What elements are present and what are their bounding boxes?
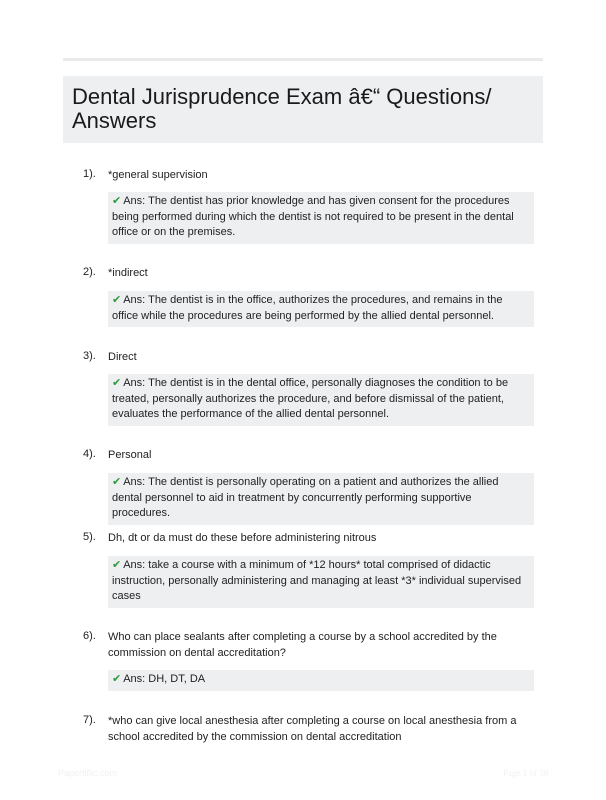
answer-text: The dentist is in the dental office, personally diagnoses the condition to be treated, personally authorizes the procedure, and before dismissal of the patient, evaluates the performance of the allied dental personnel.: [112, 377, 509, 420]
page-number: Page 1 of 38: [503, 768, 549, 778]
answer-box: [108, 670, 534, 691]
answer-prefix: Ans:: [123, 195, 146, 207]
checkmark-icon: ✔: [112, 377, 122, 389]
answer-box: [108, 556, 534, 608]
page-title: Dental Jurisprudence Exam â€“ Questions/ Answers: [72, 84, 492, 133]
answer-prefix: Ans:: [123, 673, 146, 685]
question-number: 2).: [83, 266, 96, 278]
question-number: 5).: [83, 531, 96, 543]
checkmark-icon: ✔: [112, 673, 122, 685]
question-text: *indirect: [108, 267, 148, 279]
question-number: 6).: [83, 630, 96, 642]
checkmark-icon: ✔: [112, 294, 122, 306]
answer-prefix: Ans:: [123, 559, 146, 571]
question-number: 3).: [83, 350, 96, 362]
answer-prefix: Ans:: [123, 476, 146, 488]
answer-text: take a course with a minimum of *12 hours* total comprised of didactic instruction, personally administering and managing at least *3* individual supervised cases: [112, 559, 522, 602]
answer-box: [108, 374, 534, 426]
title-box: [63, 76, 543, 143]
answer-prefix: Ans:: [123, 294, 146, 306]
answer-text: The dentist is personally operating on a patient and authorizes the allied dental personnel to aid in treatment by concurrently performing supportive procedures.: [112, 476, 499, 519]
checkmark-icon: ✔: [112, 559, 122, 571]
question-number: 1).: [83, 168, 96, 180]
answer-box: [108, 473, 534, 525]
answer-prefix: Ans:: [123, 377, 146, 389]
question-text: Dh, dt or da must do these before administering nitrous: [108, 532, 377, 544]
question-text: Direct: [108, 351, 137, 363]
question-number: 4).: [83, 448, 96, 460]
checkmark-icon: ✔: [112, 476, 122, 488]
question-number: 7).: [83, 714, 96, 726]
answer-text: The dentist has prior knowledge and has given consent for the procedures being performed during which the dentist is not required to be present in the dental office or on the premises.: [112, 195, 514, 238]
question-text: *who can give local anesthesia after completing a course on local anesthesia from a school accredited by the commission on dental accreditation: [108, 715, 517, 743]
question-text: Personal: [108, 449, 152, 461]
answer-text: The dentist is in the office, authorizes the procedures, and remains in the office while the procedures are being performed by the allied dental personnel.: [112, 294, 503, 322]
answer-text: DH, DT, DA: [148, 673, 206, 685]
top-rule: [63, 58, 543, 61]
checkmark-icon: ✔: [112, 195, 122, 207]
question-text: Who can place sealants after completing a course by a school accredited by the commission on dental accreditation?: [108, 631, 497, 659]
question-text: *general supervision: [108, 169, 208, 181]
answer-box: [108, 291, 534, 327]
answer-box: [108, 192, 534, 244]
footer-watermark: Papertiflic.com: [58, 768, 118, 778]
